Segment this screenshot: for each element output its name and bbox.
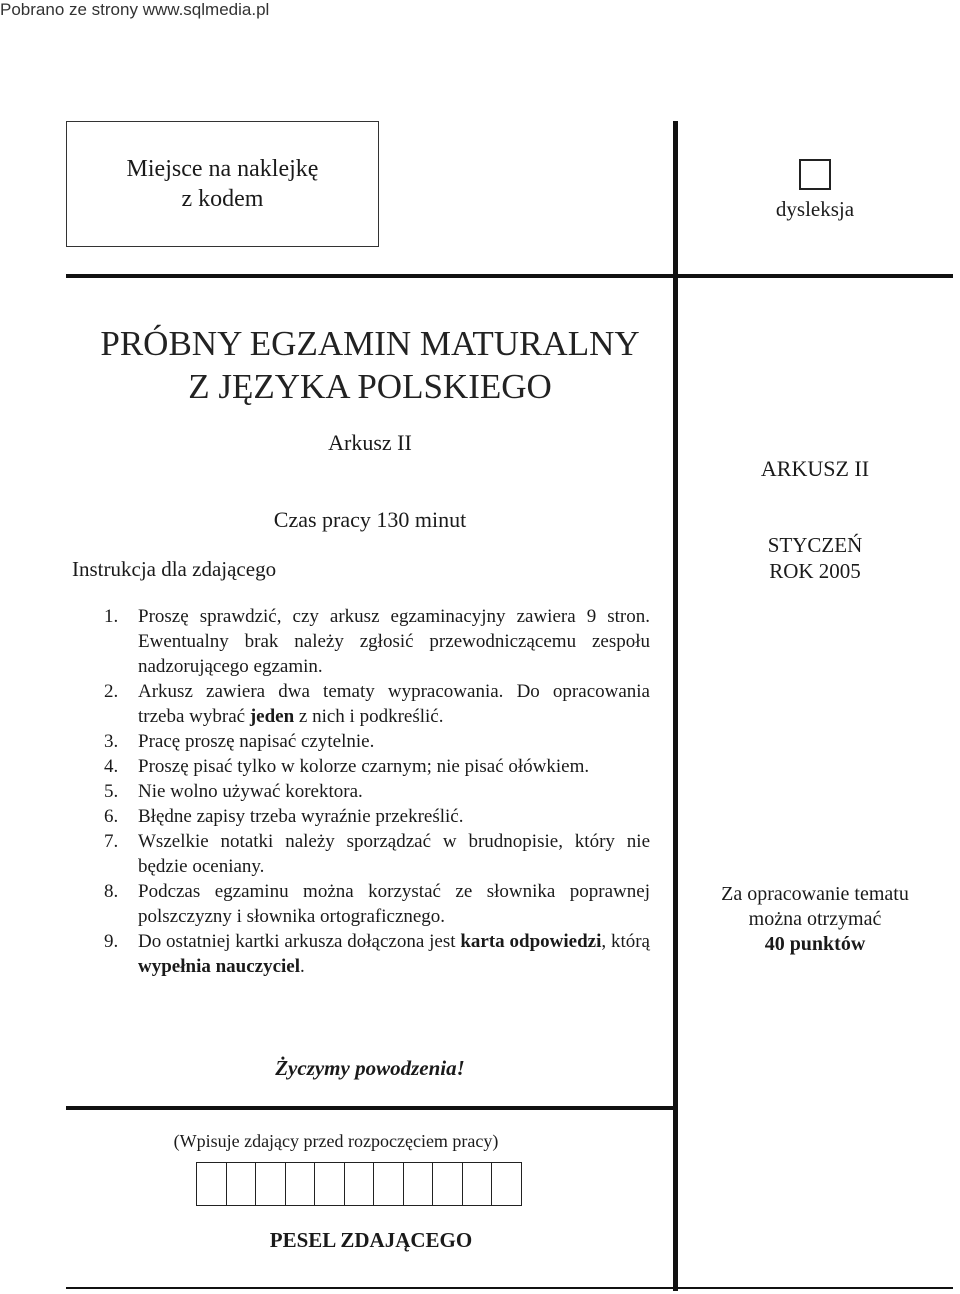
instruction-text: Do ostatniej kartki arkusza dołączona jest (138, 931, 461, 952)
sidebar-points (690, 882, 940, 957)
good-luck-message: Życzymy powodzenia! (275, 1056, 465, 1080)
pesel-cell[interactable] (492, 1163, 522, 1205)
sticker-line-2: z kodem (181, 186, 264, 212)
pesel-cell[interactable] (463, 1163, 493, 1205)
instruction-text: Proszę sprawdzić, czy arkusz egzaminacyjny zawiera 9 stron. Ewentualny brak należy zgłosić przewodniczącemu zespołu nadzorującego egzamin. (138, 606, 650, 677)
exam-title (66, 322, 674, 408)
instruction-text: Podczas egzaminu można korzystać ze słownika poprawnej polszczyzny i słownika ortograficznego. (138, 881, 650, 927)
pesel-cell[interactable] (197, 1163, 227, 1205)
source-note: Pobrano ze strony www.sqlmedia.pl (0, 0, 270, 19)
instruction-number: 4. (104, 756, 119, 777)
exam-subtitle: Arkusz II (328, 430, 412, 455)
pesel-cell[interactable] (315, 1163, 345, 1205)
instruction-number: 6. (104, 806, 119, 827)
instruction-item (98, 829, 650, 879)
fill-note: (Wpisuje zdający przed rozpoczęciem pracy) (173, 1131, 499, 1151)
instruction-text: z nich i podkreślić. (294, 706, 444, 727)
instruction-item (98, 754, 650, 779)
vertical-divider (673, 121, 678, 1291)
sidebar-month: STYCZEŃ (767, 533, 863, 557)
sidebar-year: ROK 2005 (769, 559, 861, 583)
pesel-cell[interactable] (256, 1163, 286, 1205)
instruction-number: 3. (104, 731, 119, 752)
instruction-item (98, 929, 650, 979)
middle-divider (66, 1106, 674, 1110)
sidebar-date (700, 532, 930, 584)
instructions-list (98, 604, 650, 979)
instruction-number: 1. (104, 606, 119, 627)
sticker-line-1: Miejsce na naklejkę (126, 156, 319, 182)
pesel-cell[interactable] (286, 1163, 316, 1205)
pesel-cell[interactable] (227, 1163, 257, 1205)
dyslexia-checkbox[interactable] (799, 159, 831, 190)
sidebar-sheet: ARKUSZ II (760, 456, 870, 481)
instruction-number: 7. (104, 831, 119, 852)
sidebar-points-line-2: można otrzymać (748, 908, 882, 930)
instruction-item (98, 879, 650, 929)
instruction-text: Nie wolno używać korektora. (138, 781, 363, 802)
pesel-cell[interactable] (345, 1163, 375, 1205)
dyslexia-label: dysleksja (775, 197, 855, 221)
pesel-label: PESEL ZDAJĄCEGO (269, 1228, 473, 1252)
instruction-text: Proszę pisać tylko w kolorze czarnym; nie pisać ołówkiem. (138, 756, 590, 777)
instruction-text: Pracę proszę napisać czytelnie. (138, 731, 375, 752)
sticker-placeholder (66, 121, 379, 247)
instruction-item (98, 604, 650, 679)
instruction-text: wypełnia nauczyciel (138, 956, 301, 977)
instruction-number: 5. (104, 781, 119, 802)
instruction-item (98, 729, 650, 754)
exam-title-line-1: PRÓBNY EGZAMIN MATURALNY (100, 324, 640, 363)
instruction-text: Wszelkie notatki należy sporządzać w brudnopisie, który nie będzie oceniany. (138, 831, 650, 877)
pesel-grid (196, 1162, 522, 1206)
instruction-text: Błędne zapisy trzeba wyraźnie przekreślić. (138, 806, 464, 827)
instruction-number: 9. (104, 931, 119, 952)
pesel-cell[interactable] (374, 1163, 404, 1205)
pesel-cell[interactable] (433, 1163, 463, 1205)
instruction-item (98, 679, 650, 729)
exam-time: Czas pracy 130 minut (273, 507, 467, 532)
instructions-title: Instrukcja dla zdającego (72, 557, 277, 581)
instruction-number: 2. (104, 681, 119, 702)
pesel-cell[interactable] (404, 1163, 434, 1205)
instruction-text: , którą (601, 931, 650, 952)
instruction-text: . (300, 956, 305, 977)
instruction-item (98, 804, 650, 829)
sidebar-points-line-1: Za opracowanie tematu (721, 883, 909, 905)
instruction-text: Arkusz zawiera dwa tematy wypracowania. Do opracowania trzeba wybrać (138, 681, 650, 727)
exam-title-line-2: Z JĘZYKA POLSKIEGO (188, 367, 552, 406)
bottom-divider (66, 1287, 953, 1289)
sidebar-points-line-3: 40 punktów (764, 933, 866, 955)
instruction-text: karta odpowiedzi (460, 931, 602, 952)
instruction-item (98, 779, 650, 804)
instruction-number: 8. (104, 881, 119, 902)
top-divider (66, 274, 953, 278)
instruction-text: jeden (249, 706, 295, 727)
